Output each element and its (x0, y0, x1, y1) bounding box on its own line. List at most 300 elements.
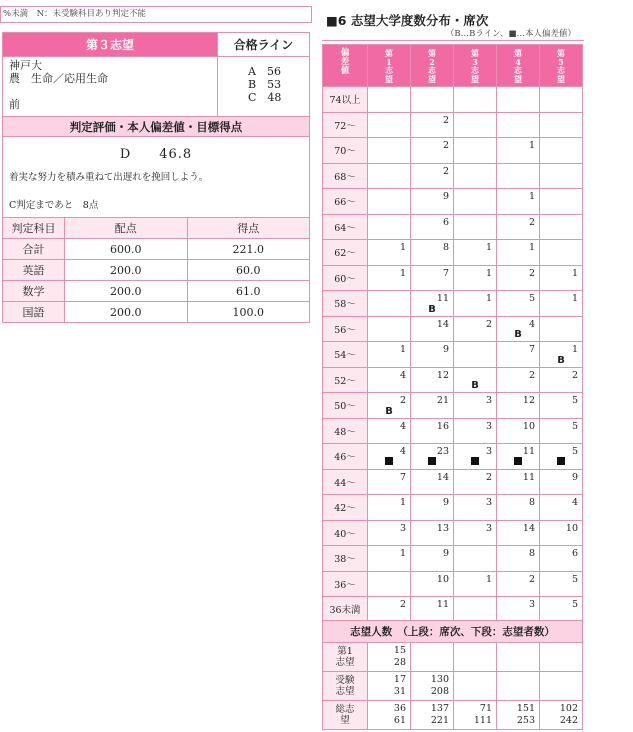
count-cell (454, 112, 497, 138)
count-cell (411, 240, 454, 266)
count-cell (411, 469, 454, 495)
applicant-count: 28 (393, 657, 406, 668)
rank-value: 151 (516, 703, 535, 714)
deviation-label: 62～ (323, 240, 368, 266)
count-value: 2 (442, 114, 449, 126)
deviation-label: 52～ (323, 367, 368, 393)
count-value: 11 (522, 446, 535, 457)
column-header-label: 第3志望 (471, 48, 479, 84)
applicants-label-text: 受験志望 (335, 675, 355, 697)
count-cell (540, 393, 583, 419)
count-value: 1 (528, 191, 535, 202)
count-cell (411, 546, 454, 572)
applicants-cell (411, 672, 454, 701)
score-table (2, 217, 310, 323)
applicant-count (411, 657, 449, 669)
count-value: 2 (528, 573, 535, 585)
grade-score: D 46.8 (119, 147, 193, 162)
count-value: 3 (485, 395, 492, 406)
count-cell (454, 418, 497, 444)
count-cell (497, 265, 540, 291)
deviation-label: 36～ (323, 571, 368, 597)
deviation-label: 48～ (323, 418, 368, 444)
count-cell (497, 163, 540, 189)
pass-line-c: C 48 (248, 91, 282, 104)
count-cell (368, 240, 411, 266)
corner-header (323, 45, 368, 87)
count-cell (411, 265, 454, 291)
count-cell (540, 163, 583, 189)
deviation-label: 74以上 (323, 87, 368, 113)
applicants-cell (368, 643, 411, 672)
next-target: C判定まであと 8点 (9, 200, 99, 211)
count-cell (411, 342, 454, 368)
count-value: 1 (571, 344, 578, 355)
count-cell (411, 367, 454, 393)
count-cell (540, 214, 583, 240)
pass-line-b: B 53 (248, 78, 282, 91)
count-value: 2 (571, 369, 578, 381)
count-value: 14 (436, 471, 449, 483)
count-cell (454, 571, 497, 597)
count-cell (540, 87, 583, 113)
count-cell (540, 546, 583, 572)
count-cell (454, 342, 497, 368)
count-cell (368, 418, 411, 444)
count-value: 14 (436, 318, 449, 330)
deviation-label: 42～ (323, 495, 368, 521)
count-value: 2 (528, 369, 535, 381)
count-cell (368, 469, 411, 495)
earned-score: 221.0 (187, 239, 310, 260)
count-cell (540, 138, 583, 164)
applicant-count (497, 657, 535, 669)
count-cell (454, 367, 497, 393)
applicant-count: 61 (393, 715, 406, 726)
distribution-row (323, 444, 583, 470)
count-cell (497, 444, 540, 470)
deviation-label: 54～ (323, 342, 368, 368)
applicant-count (540, 686, 578, 698)
count-cell (368, 444, 411, 470)
count-value: 3 (528, 599, 535, 610)
count-value: 2 (399, 395, 406, 406)
count-cell (497, 138, 540, 164)
count-cell (540, 112, 583, 138)
score-col-max: 配点 (65, 218, 188, 239)
column-header (497, 45, 540, 87)
column-header-label: 第1志望 (385, 48, 393, 84)
count-value: 5 (571, 395, 578, 406)
applicant-count: 111 (473, 715, 492, 726)
applicant-count: 31 (393, 686, 406, 697)
distribution-row (323, 597, 583, 623)
applicants-label (323, 701, 368, 730)
b-line-mark: B (514, 329, 522, 340)
count-cell (497, 291, 540, 317)
count-cell (411, 597, 454, 623)
rank-value (540, 645, 578, 657)
count-value: 8 (528, 548, 535, 559)
rank-value: 36 (393, 703, 406, 714)
count-cell (497, 393, 540, 419)
section-number: ■6 (326, 13, 347, 28)
count-value: 1 (485, 267, 492, 279)
subject-label: 数学 (3, 281, 65, 302)
applicants-cell (411, 701, 454, 730)
count-cell (540, 418, 583, 444)
count-cell (368, 597, 411, 623)
applicant-count: 242 (559, 715, 578, 726)
applicant-count (454, 686, 492, 698)
distribution-row (323, 214, 583, 240)
applicants-table (322, 620, 583, 730)
applicant-count: 253 (516, 715, 535, 726)
count-value: 6 (571, 548, 578, 559)
applicants-cell (454, 672, 497, 701)
count-value: 5 (571, 573, 578, 585)
count-value: 3 (485, 497, 492, 508)
applicants-header: 志望人数 （上段：席次、下段：志望者数） (323, 621, 583, 643)
max-score: 200.0 (65, 260, 188, 281)
count-value: 12 (436, 369, 449, 381)
choice-header: 第３志望 (3, 33, 218, 57)
count-cell (368, 316, 411, 342)
distribution-row (323, 520, 583, 546)
score-row-english (3, 260, 310, 281)
score-row-total (3, 239, 310, 260)
count-value: 3 (485, 420, 492, 432)
applicants-cell (497, 701, 540, 730)
applicants-cell (540, 643, 583, 672)
count-cell (368, 189, 411, 215)
count-cell (454, 546, 497, 572)
count-value: 9 (442, 191, 449, 202)
distribution-row (323, 189, 583, 215)
distribution-legend: （B…Bライン、■…本人偏差値） (322, 27, 584, 41)
count-value: 13 (436, 522, 449, 534)
legend-note: %未満 N：未受験科目あり判定不能 (0, 6, 312, 23)
count-cell (540, 571, 583, 597)
count-value: 3 (485, 446, 492, 457)
subject-label: 合計 (3, 239, 65, 260)
count-cell (368, 87, 411, 113)
distribution-table (322, 44, 583, 623)
count-value: 5 (571, 599, 578, 610)
deviation-label: 36未満 (323, 597, 368, 623)
rank-value (454, 674, 492, 686)
b-line-mark: B (557, 354, 565, 366)
count-value: 2 (399, 599, 406, 610)
count-value: 4 (399, 446, 406, 457)
earned-score: 60.0 (187, 260, 310, 281)
applicants-cell (497, 643, 540, 672)
count-value: 7 (399, 471, 406, 483)
count-value: 2 (528, 216, 535, 228)
count-cell (368, 214, 411, 240)
distribution-row (323, 367, 583, 393)
subject-label: 国語 (3, 302, 65, 323)
deviation-label: 58～ (323, 291, 368, 317)
count-cell (497, 495, 540, 521)
university-info (3, 57, 218, 117)
score-col-subject: 判定科目 (3, 218, 65, 239)
count-value: 1 (485, 293, 492, 304)
count-cell (497, 520, 540, 546)
count-cell (454, 316, 497, 342)
count-value: 1 (571, 267, 578, 279)
distribution-row (323, 163, 583, 189)
distribution-row (323, 138, 583, 164)
deviation-label: 72～ (323, 112, 368, 138)
count-cell (454, 469, 497, 495)
applicant-count (540, 657, 578, 669)
count-value: 14 (522, 522, 535, 534)
applicant-count: 208 (430, 686, 449, 697)
count-cell (540, 597, 583, 623)
count-value: 11 (436, 599, 449, 610)
evaluation-header: 判定評価・本人偏差値・目標得点 (3, 117, 310, 137)
column-header (540, 45, 583, 87)
rank-value (411, 645, 449, 657)
deviation-label: 66～ (323, 189, 368, 215)
count-value: 3 (485, 522, 492, 534)
applicants-label-text: 第1志望 (335, 646, 355, 668)
count-cell (540, 291, 583, 317)
count-value: 2 (485, 318, 492, 330)
applicants-row (323, 643, 583, 672)
count-value: 2 (528, 267, 535, 279)
count-cell (540, 367, 583, 393)
rank-value (540, 674, 578, 686)
deviation-label: 64～ (323, 214, 368, 240)
rank-value: 17 (393, 674, 406, 685)
rank-value (497, 674, 535, 686)
applicants-cell (540, 672, 583, 701)
earned-score: 61.0 (187, 281, 310, 302)
pass-line-a: A 56 (248, 65, 281, 78)
rank-value: 71 (479, 703, 492, 714)
faculty-name: 農 生命／応用生命 (9, 72, 108, 85)
count-cell (454, 87, 497, 113)
distribution-row (323, 546, 583, 572)
corner-label: 偏差値 (340, 48, 350, 76)
count-value: 1 (528, 140, 535, 151)
count-value: 8 (528, 497, 535, 508)
count-cell (368, 495, 411, 521)
distribution-row (323, 393, 583, 419)
count-value: 11 (522, 471, 535, 483)
count-cell (368, 520, 411, 546)
count-value: 3 (399, 522, 406, 534)
count-cell (411, 87, 454, 113)
count-value: 4 (399, 369, 406, 381)
count-cell (368, 291, 411, 317)
count-cell (368, 163, 411, 189)
deviation-label: 50～ (323, 393, 368, 419)
count-cell (411, 138, 454, 164)
applicants-row (323, 701, 583, 730)
count-cell (454, 189, 497, 215)
count-cell (497, 469, 540, 495)
count-value: 11 (436, 293, 449, 304)
count-cell (497, 597, 540, 623)
count-value: 21 (436, 395, 449, 406)
self-deviation-mark (557, 457, 565, 468)
distribution-row (323, 240, 583, 266)
deviation-label: 70～ (323, 138, 368, 164)
score-col-score: 得点 (187, 218, 310, 239)
rank-value: 130 (430, 674, 449, 685)
count-cell (454, 597, 497, 623)
count-cell (411, 571, 454, 597)
count-cell (540, 265, 583, 291)
applicants-label (323, 672, 368, 701)
count-cell (454, 214, 497, 240)
count-value: 10 (565, 522, 578, 534)
count-cell (454, 495, 497, 521)
column-header (454, 45, 497, 87)
count-value: 4 (399, 420, 406, 432)
distribution-row (323, 418, 583, 444)
deviation-label: 38～ (323, 546, 368, 572)
count-cell (368, 367, 411, 393)
subject-label: 英語 (3, 260, 65, 281)
count-cell (497, 87, 540, 113)
applicants-cell (368, 672, 411, 701)
university-extra (9, 85, 211, 98)
exam-schedule: 前 (9, 98, 20, 111)
count-value: 9 (571, 471, 578, 483)
count-value: 10 (436, 573, 449, 585)
count-value: 5 (571, 420, 578, 432)
self-deviation-mark (428, 457, 436, 468)
count-cell (540, 316, 583, 342)
count-cell (368, 138, 411, 164)
count-value: 7 (442, 267, 449, 279)
count-cell (454, 138, 497, 164)
distribution-row (323, 495, 583, 521)
count-value: 1 (571, 293, 578, 304)
max-score: 600.0 (65, 239, 188, 260)
count-cell (411, 393, 454, 419)
count-cell (454, 291, 497, 317)
distribution-row (323, 291, 583, 317)
deviation-label: 40～ (323, 520, 368, 546)
count-cell (540, 495, 583, 521)
count-cell (411, 163, 454, 189)
self-deviation-mark (514, 457, 522, 468)
count-cell (411, 189, 454, 215)
count-cell (368, 546, 411, 572)
count-value: 2 (442, 140, 449, 151)
rank-value (497, 645, 535, 657)
count-value: 12 (522, 395, 535, 406)
count-value: 2 (442, 165, 449, 177)
count-cell (540, 342, 583, 368)
count-value: 4 (528, 318, 535, 330)
count-cell (454, 240, 497, 266)
rank-value: 15 (393, 645, 406, 656)
deviation-label: 68～ (323, 163, 368, 189)
pass-line-header: 合格ライン (218, 33, 310, 57)
column-header (411, 45, 454, 87)
count-value: 5 (571, 446, 578, 457)
applicants-cell (368, 701, 411, 730)
applicants-label (323, 643, 368, 672)
applicants-cell (497, 672, 540, 701)
count-value: 1 (399, 344, 406, 355)
count-cell (497, 418, 540, 444)
advice-message: 着実な努力を積み重ねて出遅れを挽回しよう。 (9, 172, 209, 183)
count-cell (454, 393, 497, 419)
count-cell (497, 342, 540, 368)
score-row-math (3, 281, 310, 302)
count-cell (540, 520, 583, 546)
count-value: 1 (399, 242, 406, 253)
count-value: 1 (399, 548, 406, 559)
university-name: 神戸大 (9, 59, 42, 72)
distribution-row (323, 316, 583, 342)
count-value: 16 (436, 420, 449, 432)
applicants-row (323, 672, 583, 701)
count-cell (497, 571, 540, 597)
count-cell (497, 316, 540, 342)
count-value: 1 (485, 573, 492, 585)
max-score: 200.0 (65, 302, 188, 323)
count-cell (454, 444, 497, 470)
deviation-label: 56～ (323, 316, 368, 342)
self-deviation-mark (385, 457, 393, 468)
distribution-row (323, 571, 583, 597)
count-value: 5 (528, 293, 535, 304)
count-value: 1 (528, 242, 535, 253)
b-line-mark: B (428, 303, 436, 315)
count-cell (411, 316, 454, 342)
deviation-label: 46～ (323, 444, 368, 470)
count-value: 10 (522, 420, 535, 432)
applicant-count (497, 686, 535, 698)
count-cell (497, 214, 540, 240)
count-value: 1 (399, 267, 406, 279)
count-cell (368, 342, 411, 368)
self-deviation-mark (471, 457, 479, 468)
applicant-count (454, 657, 492, 669)
earned-score: 100.0 (187, 302, 310, 323)
count-cell (368, 571, 411, 597)
rank-value: 102 (559, 703, 578, 714)
count-cell (540, 189, 583, 215)
count-cell (368, 393, 411, 419)
applicants-cell (411, 643, 454, 672)
count-value: 9 (442, 497, 449, 508)
count-cell (368, 265, 411, 291)
pass-lines (218, 57, 310, 117)
b-line-mark: B (385, 405, 393, 417)
count-cell (497, 112, 540, 138)
count-cell (454, 163, 497, 189)
count-cell (368, 112, 411, 138)
distribution-row (323, 342, 583, 368)
applicant-count: 221 (430, 715, 449, 726)
count-value: 1 (399, 497, 406, 508)
count-cell (411, 418, 454, 444)
count-value: 2 (485, 471, 492, 483)
column-header-label: 第2志望 (428, 48, 436, 84)
count-cell (411, 214, 454, 240)
count-cell (454, 520, 497, 546)
b-line-mark: B (471, 380, 479, 391)
